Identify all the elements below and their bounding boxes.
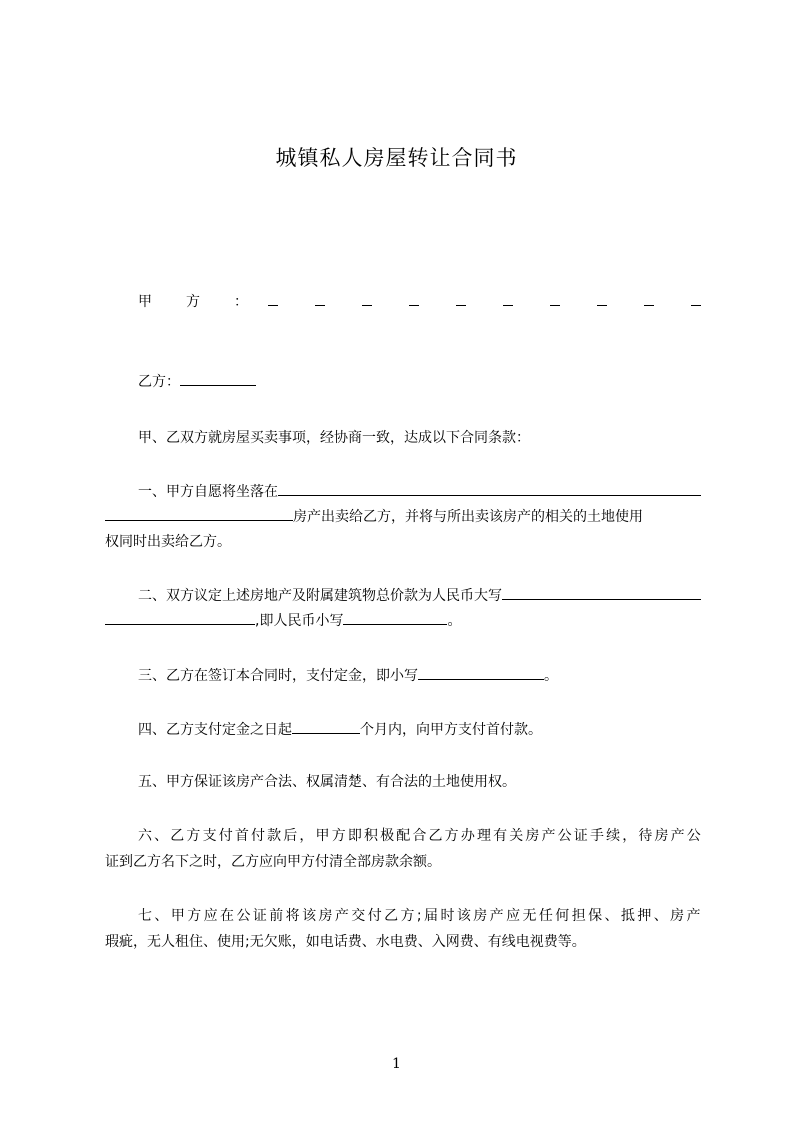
justified-char: 、 bbox=[154, 828, 169, 844]
party-a-blank-dash bbox=[691, 293, 701, 306]
justified-char: 证 bbox=[252, 908, 267, 924]
justified-char: 时 bbox=[440, 908, 455, 924]
justified-char: 首 bbox=[234, 828, 249, 844]
justified-char: 房 bbox=[654, 828, 669, 844]
justified-char: 产 bbox=[670, 828, 685, 844]
justified-char: 房 bbox=[473, 908, 488, 924]
justified-char: 将 bbox=[285, 908, 300, 924]
justified-char: 方 bbox=[186, 828, 201, 844]
party-a-blank-dash bbox=[503, 293, 513, 306]
justified-char: 房 bbox=[318, 908, 333, 924]
justified-char: 即 bbox=[347, 828, 362, 844]
price-uppercase-blank[interactable] bbox=[502, 585, 701, 600]
clause-6-line-1 bbox=[138, 826, 701, 846]
party-a-line bbox=[138, 292, 701, 312]
justified-char: 理 bbox=[476, 828, 491, 844]
justified-char: 待 bbox=[638, 828, 653, 844]
justified-char: 、 bbox=[154, 908, 169, 924]
justified-char: 手 bbox=[589, 828, 604, 844]
clause-3-line bbox=[138, 665, 701, 686]
party-a-blank-dash bbox=[409, 293, 419, 306]
justified-char: 房 bbox=[670, 908, 685, 924]
clause-7-line-2: 瑕疵，无人租住、使用;无欠账，如电话费、水电费、入网费、有线电视费等。 bbox=[105, 934, 586, 950]
property-location-blank[interactable] bbox=[278, 481, 701, 496]
justified-char: 产 bbox=[541, 828, 556, 844]
justified-char: 关 bbox=[509, 828, 524, 844]
justified-char: 该 bbox=[302, 908, 317, 924]
party-a-label-char: 甲 bbox=[138, 294, 152, 310]
justified-char: 积 bbox=[363, 828, 378, 844]
justified-char: 抵 bbox=[620, 908, 635, 924]
justified-char: 押 bbox=[637, 908, 652, 924]
justified-char: 方 bbox=[444, 828, 459, 844]
deposit-amount-blank[interactable] bbox=[418, 665, 544, 680]
party-a-blank-dash bbox=[644, 293, 654, 306]
clause-4-text: 四、乙方支付定金之日起 bbox=[138, 722, 292, 738]
justified-char: 甲 bbox=[170, 908, 185, 924]
justified-char: 办 bbox=[460, 828, 475, 844]
justified-char: ， bbox=[622, 828, 637, 844]
justified-char: ; bbox=[416, 908, 422, 924]
clause-7-line-1 bbox=[138, 906, 701, 926]
clause-2-line-1 bbox=[138, 585, 701, 606]
justified-char: 担 bbox=[571, 908, 586, 924]
justified-char: 无 bbox=[522, 908, 537, 924]
justified-char: 极 bbox=[380, 828, 395, 844]
party-b-blank[interactable] bbox=[180, 371, 256, 386]
justified-char: 付 bbox=[218, 828, 233, 844]
justified-char: 方 bbox=[187, 908, 202, 924]
party-b-line bbox=[138, 371, 538, 392]
justified-char: 合 bbox=[412, 828, 427, 844]
clause-3-text: 。 bbox=[544, 668, 558, 684]
justified-char: 公 bbox=[236, 908, 251, 924]
justified-char: 届 bbox=[424, 908, 439, 924]
justified-char: 六 bbox=[138, 828, 152, 844]
price-lowercase-blank[interactable] bbox=[343, 610, 447, 625]
clause-2-text: 二、双方议定上述房地产及附属建筑物总价款为人民币大写 bbox=[138, 588, 502, 604]
party-a-blank-dash bbox=[315, 293, 325, 306]
clause-1-text: 房产出卖给乙方，并将与所出卖该房产的相关的土地使用 bbox=[293, 509, 643, 525]
document-title: 城镇私人房屋转让合同书 bbox=[275, 146, 518, 170]
clause-1-line-2 bbox=[105, 506, 701, 527]
justified-char: 证 bbox=[573, 828, 588, 844]
intro-paragraph: 甲、乙双方就房屋买卖事项，经协商一致，达成以下合同条款： bbox=[138, 430, 530, 446]
justified-char: 房 bbox=[525, 828, 540, 844]
justified-char: 七 bbox=[138, 908, 152, 924]
justified-char: 乙 bbox=[428, 828, 443, 844]
justified-char: 前 bbox=[269, 908, 284, 924]
justified-char: 产 bbox=[686, 908, 701, 924]
party-a-blank-dash bbox=[456, 293, 466, 306]
party-a-blank-dash bbox=[362, 293, 372, 306]
justified-char: 产 bbox=[334, 908, 349, 924]
justified-char: 产 bbox=[489, 908, 504, 924]
page-number: 1 bbox=[392, 1056, 401, 1072]
justified-char: 、 bbox=[653, 908, 668, 924]
property-location-blank-2[interactable] bbox=[105, 506, 293, 521]
justified-char: 应 bbox=[506, 908, 521, 924]
clause-4-text: 个月内，向甲方支付首付款。 bbox=[360, 722, 542, 738]
party-a-blank-dash bbox=[268, 293, 278, 306]
party-a-blank[interactable] bbox=[268, 293, 701, 306]
clause-1-text: 一、甲方自愿将坐落在 bbox=[138, 484, 278, 500]
clause-1-line-3: 权同时出卖给乙方。 bbox=[105, 534, 231, 550]
justified-char: 付 bbox=[250, 828, 265, 844]
justified-char: 续 bbox=[606, 828, 621, 844]
justified-char: 应 bbox=[203, 908, 218, 924]
clause-2-text: ,即人民币小写 bbox=[255, 613, 344, 629]
justified-char: 配 bbox=[396, 828, 411, 844]
clause-4-line bbox=[138, 719, 701, 740]
justified-char: 交 bbox=[351, 908, 366, 924]
justified-char: 何 bbox=[555, 908, 570, 924]
clause-5-line: 五、甲方保证该房产合法、权属清楚、有合法的土地使用权。 bbox=[138, 774, 516, 790]
party-a-label-char: 方 bbox=[186, 294, 200, 310]
party-a-blank-dash bbox=[550, 293, 560, 306]
justified-char: 公 bbox=[557, 828, 572, 844]
justified-char: 在 bbox=[220, 908, 235, 924]
clause-2-text: 。 bbox=[447, 613, 462, 629]
party-b-label: 乙方： bbox=[138, 374, 180, 390]
justified-char: 甲 bbox=[315, 828, 330, 844]
clause-3-text: 三、乙方在签订本合同时，支付定金，即小写 bbox=[138, 668, 418, 684]
months-blank[interactable] bbox=[292, 719, 360, 734]
justified-char: 支 bbox=[202, 828, 217, 844]
party-a-label-char: ： bbox=[234, 294, 248, 310]
justified-char: 乙 bbox=[384, 908, 399, 924]
justified-char: 后 bbox=[283, 828, 298, 844]
price-uppercase-blank-2[interactable] bbox=[105, 610, 255, 625]
justified-char: 该 bbox=[456, 908, 471, 924]
justified-char: 付 bbox=[367, 908, 382, 924]
justified-char: 方 bbox=[400, 908, 415, 924]
party-a-label bbox=[138, 292, 248, 312]
justified-char: 款 bbox=[267, 828, 282, 844]
justified-char: 任 bbox=[538, 908, 553, 924]
justified-char: 公 bbox=[686, 828, 701, 844]
clause-2-line-2 bbox=[105, 610, 701, 631]
justified-char: 、 bbox=[604, 908, 619, 924]
clause-6-line-2: 证到乙方名下之时，乙方应向甲方付清全部房款余额。 bbox=[105, 854, 441, 870]
party-a-blank-dash bbox=[597, 293, 607, 306]
clause-1-line-1 bbox=[138, 481, 701, 502]
justified-char: ， bbox=[299, 828, 314, 844]
justified-char: 方 bbox=[331, 828, 346, 844]
justified-char: 保 bbox=[588, 908, 603, 924]
justified-char: 乙 bbox=[170, 828, 185, 844]
justified-char: 有 bbox=[493, 828, 508, 844]
